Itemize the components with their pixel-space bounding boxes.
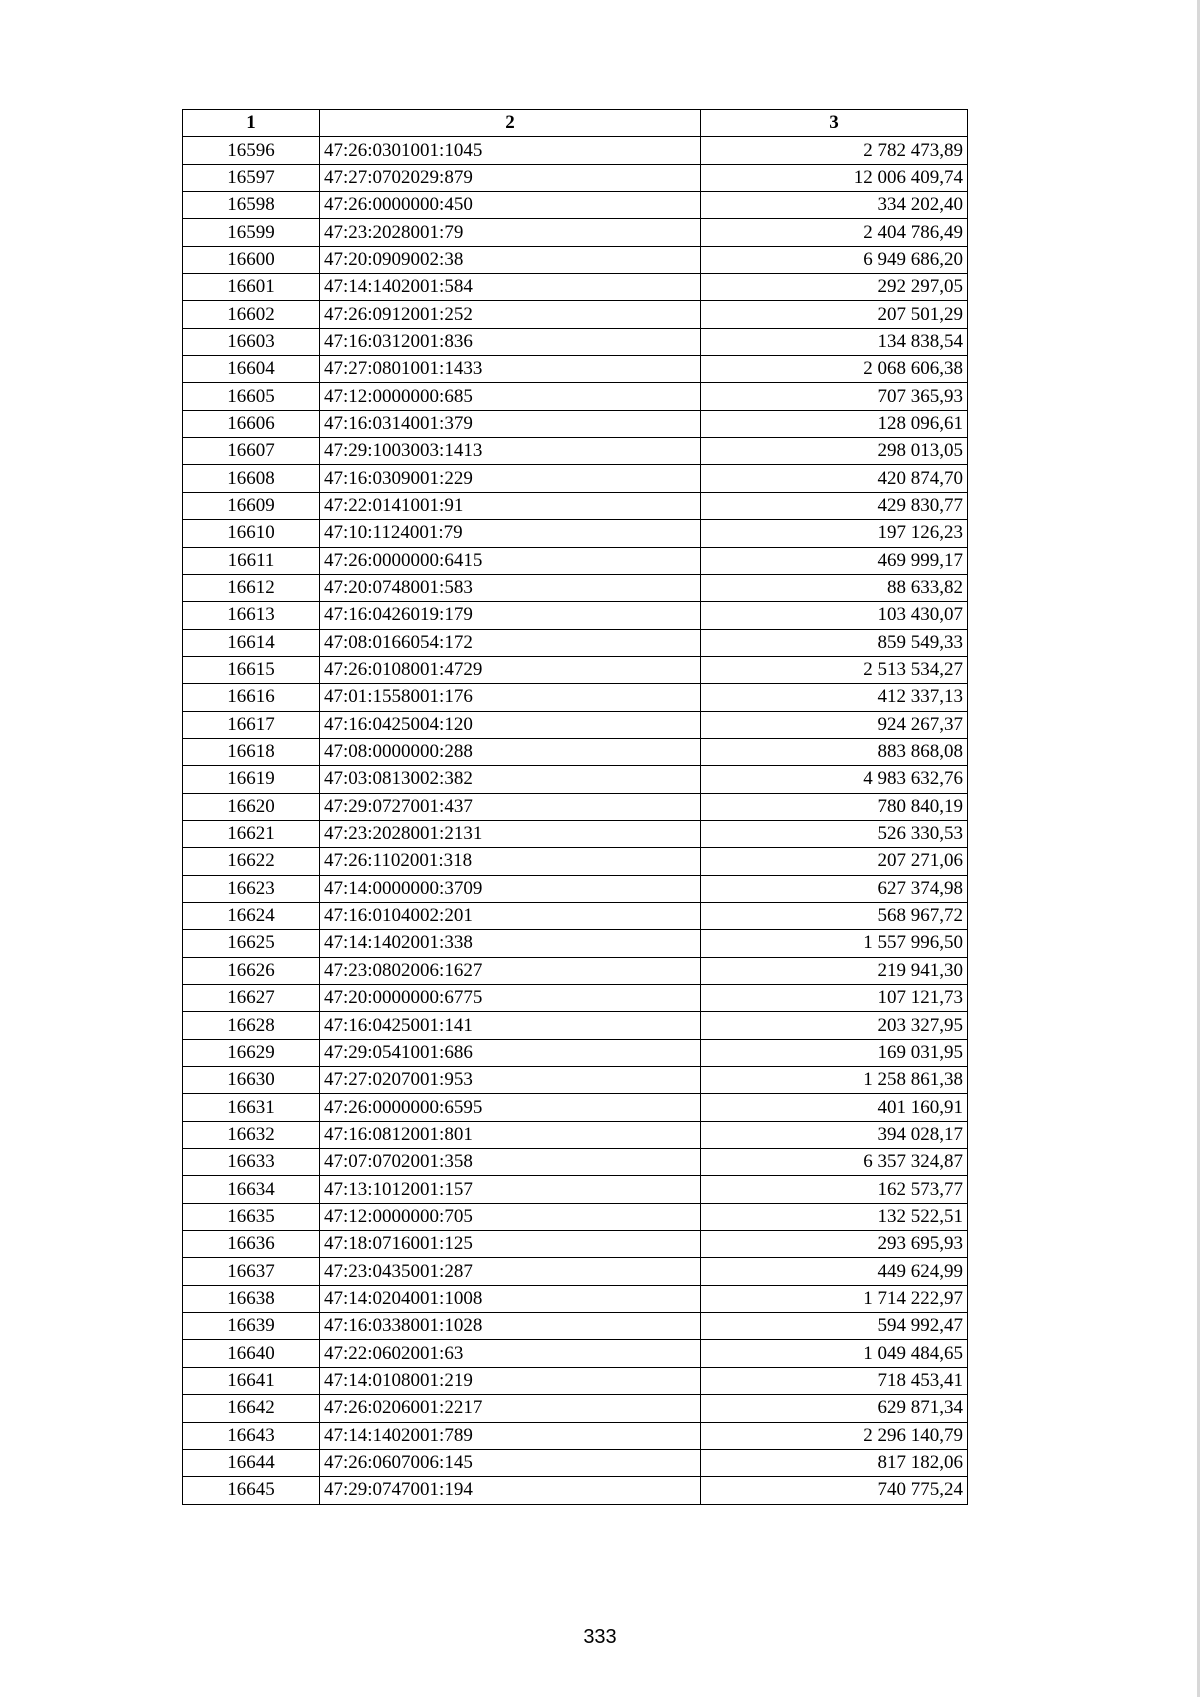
cadastral-value-cell: 132 522,51 [701, 1203, 968, 1230]
row-number-cell: 16634 [183, 1176, 320, 1203]
row-number-cell: 16641 [183, 1367, 320, 1394]
table-row [183, 1176, 968, 1203]
table-header-row [183, 110, 968, 137]
table-row [183, 1231, 968, 1258]
cadastral-number-cell: 47:16:0338001:1028 [320, 1313, 701, 1340]
table-row [183, 520, 968, 547]
cadastral-value-cell: 2 404 786,49 [701, 219, 968, 246]
cadastral-value-cell: 780 840,19 [701, 793, 968, 820]
row-number-cell: 16599 [183, 219, 320, 246]
cadastral-number-cell: 47:20:0748001:583 [320, 574, 701, 601]
cadastral-number-cell: 47:07:0702001:358 [320, 1149, 701, 1176]
row-number-cell: 16637 [183, 1258, 320, 1285]
cadastral-value-cell: 924 267,37 [701, 711, 968, 738]
cadastral-value-cell: 2 068 606,38 [701, 356, 968, 383]
cadastral-value-cell: 298 013,05 [701, 438, 968, 465]
cadastral-number-cell: 47:26:0108001:4729 [320, 656, 701, 683]
cadastral-value-cell: 334 202,40 [701, 192, 968, 219]
table-row [183, 820, 968, 847]
table-row [183, 629, 968, 656]
table-row [183, 1012, 968, 1039]
cadastral-value-cell: 627 374,98 [701, 875, 968, 902]
row-number-cell: 16603 [183, 328, 320, 355]
row-number-cell: 16645 [183, 1477, 320, 1504]
row-number-cell: 16602 [183, 301, 320, 328]
cadastral-value-cell: 420 874,70 [701, 465, 968, 492]
table-row [183, 274, 968, 301]
table-row [183, 1367, 968, 1394]
row-number-cell: 16636 [183, 1231, 320, 1258]
row-number-cell: 16633 [183, 1149, 320, 1176]
cadastral-number-cell: 47:14:0108001:219 [320, 1367, 701, 1394]
table-row [183, 766, 968, 793]
cadastral-value-cell: 107 121,73 [701, 985, 968, 1012]
row-number-cell: 16598 [183, 192, 320, 219]
table-row [183, 930, 968, 957]
cadastral-number-cell: 47:16:0312001:836 [320, 328, 701, 355]
cadastral-value-cell: 1 557 996,50 [701, 930, 968, 957]
cadastral-value-cell: 629 871,34 [701, 1395, 968, 1422]
cadastral-value-cell: 292 297,05 [701, 274, 968, 301]
table-row [183, 957, 968, 984]
table-row [183, 1449, 968, 1476]
table-row [183, 902, 968, 929]
cadastral-value-cell: 1 714 222,97 [701, 1285, 968, 1312]
row-number-cell: 16644 [183, 1449, 320, 1476]
cadastral-number-cell: 47:14:0000000:3709 [320, 875, 701, 902]
table-row [183, 1094, 968, 1121]
row-number-cell: 16635 [183, 1203, 320, 1230]
row-number-cell: 16626 [183, 957, 320, 984]
cadastral-value-cell: 2 513 534,27 [701, 656, 968, 683]
row-number-cell: 16630 [183, 1067, 320, 1094]
row-number-cell: 16628 [183, 1012, 320, 1039]
page-number: 333 [583, 1626, 617, 1648]
table-row [183, 356, 968, 383]
cadastral-value-cell: 197 126,23 [701, 520, 968, 547]
cadastral-number-cell: 47:16:0426019:179 [320, 602, 701, 629]
row-number-cell: 16605 [183, 383, 320, 410]
table-row [183, 137, 968, 164]
table-row [183, 793, 968, 820]
cadastral-value-cell: 128 096,61 [701, 410, 968, 437]
cadastral-number-cell: 47:08:0000000:288 [320, 738, 701, 765]
table-row [183, 492, 968, 519]
row-number-cell: 16600 [183, 246, 320, 273]
cadastral-number-cell: 47:14:1402001:584 [320, 274, 701, 301]
cadastral-number-cell: 47:13:1012001:157 [320, 1176, 701, 1203]
cadastral-value-cell: 203 327,95 [701, 1012, 968, 1039]
cadastral-number-cell: 47:20:0909002:38 [320, 246, 701, 273]
column-header-row-number: 1 [183, 110, 320, 137]
table-row [183, 1340, 968, 1367]
cadastral-number-cell: 47:14:0204001:1008 [320, 1285, 701, 1312]
row-number-cell: 16615 [183, 656, 320, 683]
cadastral-value-cell: 1 258 861,38 [701, 1067, 968, 1094]
row-number-cell: 16618 [183, 738, 320, 765]
row-number-cell: 16640 [183, 1340, 320, 1367]
table-body [183, 137, 968, 1504]
cadastral-number-cell: 47:20:0000000:6775 [320, 985, 701, 1012]
table-row [183, 246, 968, 273]
table-row [183, 219, 968, 246]
table-row [183, 383, 968, 410]
column-header-value: 3 [701, 110, 968, 137]
row-number-cell: 16612 [183, 574, 320, 601]
cadastral-number-cell: 47:08:0166054:172 [320, 629, 701, 656]
cadastral-number-cell: 47:14:1402001:789 [320, 1422, 701, 1449]
table-row [183, 1477, 968, 1504]
cadastral-number-cell: 47:26:0000000:6595 [320, 1094, 701, 1121]
cadastral-value-cell: 219 941,30 [701, 957, 968, 984]
row-number-cell: 16597 [183, 164, 320, 191]
cadastral-value-cell: 1 049 484,65 [701, 1340, 968, 1367]
table-row [183, 1203, 968, 1230]
table-row [183, 301, 968, 328]
row-number-cell: 16632 [183, 1121, 320, 1148]
table-row [183, 1313, 968, 1340]
row-number-cell: 16608 [183, 465, 320, 492]
cadastral-number-cell: 47:26:1102001:318 [320, 848, 701, 875]
row-number-cell: 16609 [183, 492, 320, 519]
table-row [183, 1039, 968, 1066]
cadastral-number-cell: 47:23:0802006:1627 [320, 957, 701, 984]
cadastral-number-cell: 47:03:0813002:382 [320, 766, 701, 793]
cadastral-number-cell: 47:23:2028001:79 [320, 219, 701, 246]
table-row [183, 574, 968, 601]
cadastral-number-cell: 47:27:0702029:879 [320, 164, 701, 191]
cadastral-number-cell: 47:16:0314001:379 [320, 410, 701, 437]
cadastral-number-cell: 47:16:0425001:141 [320, 1012, 701, 1039]
row-number-cell: 16627 [183, 985, 320, 1012]
cadastral-value-cell: 817 182,06 [701, 1449, 968, 1476]
cadastral-value-cell: 169 031,95 [701, 1039, 968, 1066]
table-row [183, 711, 968, 738]
cadastral-number-cell: 47:26:0607006:145 [320, 1449, 701, 1476]
table-row [183, 1422, 968, 1449]
cadastral-value-cell: 4 983 632,76 [701, 766, 968, 793]
table-row [183, 328, 968, 355]
cadastral-number-cell: 47:29:0541001:686 [320, 1039, 701, 1066]
table-row [183, 410, 968, 437]
cadastral-value-cell: 134 838,54 [701, 328, 968, 355]
cadastral-number-cell: 47:29:1003003:1413 [320, 438, 701, 465]
table-row [183, 192, 968, 219]
cadastral-value-cell: 412 337,13 [701, 684, 968, 711]
column-header-cadastral-number: 2 [320, 110, 701, 137]
cadastral-value-cell: 2 782 473,89 [701, 137, 968, 164]
cadastral-number-cell: 47:18:0716001:125 [320, 1231, 701, 1258]
table-row [183, 164, 968, 191]
cadastral-number-cell: 47:16:0104002:201 [320, 902, 701, 929]
table-row [183, 547, 968, 574]
cadastral-number-cell: 47:26:0206001:2217 [320, 1395, 701, 1422]
cadastral-value-cell: 207 501,29 [701, 301, 968, 328]
cadastral-value-cell: 718 453,41 [701, 1367, 968, 1394]
cadastral-value-cell: 6 357 324,87 [701, 1149, 968, 1176]
table-row [183, 738, 968, 765]
cadastral-value-cell: 707 365,93 [701, 383, 968, 410]
cadastral-value-cell: 859 549,33 [701, 629, 968, 656]
row-number-cell: 16596 [183, 137, 320, 164]
table-row [183, 1067, 968, 1094]
cadastral-value-cell: 162 573,77 [701, 1176, 968, 1203]
cadastral-value-cell: 568 967,72 [701, 902, 968, 929]
cadastral-value-table [182, 109, 968, 1505]
table-row [183, 1258, 968, 1285]
table-row [183, 602, 968, 629]
table-row [183, 1121, 968, 1148]
cadastral-number-cell: 47:22:0141001:91 [320, 492, 701, 519]
cadastral-value-cell: 6 949 686,20 [701, 246, 968, 273]
cadastral-value-cell: 2 296 140,79 [701, 1422, 968, 1449]
row-number-cell: 16616 [183, 684, 320, 711]
cadastral-number-cell: 47:29:0727001:437 [320, 793, 701, 820]
cadastral-number-cell: 47:26:0000000:450 [320, 192, 701, 219]
row-number-cell: 16643 [183, 1422, 320, 1449]
cadastral-number-cell: 47:29:0747001:194 [320, 1477, 701, 1504]
cadastral-value-cell: 469 999,17 [701, 547, 968, 574]
table-row [183, 465, 968, 492]
row-number-cell: 16621 [183, 820, 320, 847]
cadastral-value-cell: 103 430,07 [701, 602, 968, 629]
cadastral-number-cell: 47:26:0912001:252 [320, 301, 701, 328]
cadastral-number-cell: 47:23:0435001:287 [320, 1258, 701, 1285]
table-row [183, 684, 968, 711]
cadastral-number-cell: 47:26:0301001:1045 [320, 137, 701, 164]
row-number-cell: 16606 [183, 410, 320, 437]
cadastral-number-cell: 47:26:0000000:6415 [320, 547, 701, 574]
cadastral-value-cell: 207 271,06 [701, 848, 968, 875]
cadastral-number-cell: 47:10:1124001:79 [320, 520, 701, 547]
row-number-cell: 16619 [183, 766, 320, 793]
cadastral-value-cell: 594 992,47 [701, 1313, 968, 1340]
cadastral-number-cell: 47:22:0602001:63 [320, 1340, 701, 1367]
cadastral-number-cell: 47:16:0812001:801 [320, 1121, 701, 1148]
cadastral-value-cell: 429 830,77 [701, 492, 968, 519]
row-number-cell: 16601 [183, 274, 320, 301]
cadastral-value-cell: 12 006 409,74 [701, 164, 968, 191]
cadastral-value-cell: 449 624,99 [701, 1258, 968, 1285]
table-row [183, 985, 968, 1012]
cadastral-value-cell: 394 028,17 [701, 1121, 968, 1148]
table-row [183, 656, 968, 683]
row-number-cell: 16638 [183, 1285, 320, 1312]
cadastral-value-cell: 88 633,82 [701, 574, 968, 601]
row-number-cell: 16613 [183, 602, 320, 629]
row-number-cell: 16631 [183, 1094, 320, 1121]
table-row [183, 438, 968, 465]
cadastral-number-cell: 47:27:0207001:953 [320, 1067, 701, 1094]
row-number-cell: 16617 [183, 711, 320, 738]
cadastral-number-cell: 47:12:0000000:685 [320, 383, 701, 410]
cadastral-number-cell: 47:27:0801001:1433 [320, 356, 701, 383]
row-number-cell: 16607 [183, 438, 320, 465]
row-number-cell: 16622 [183, 848, 320, 875]
cadastral-value-cell: 740 775,24 [701, 1477, 968, 1504]
table-row [183, 1149, 968, 1176]
cadastral-number-cell: 47:16:0309001:229 [320, 465, 701, 492]
row-number-cell: 16610 [183, 520, 320, 547]
row-number-cell: 16629 [183, 1039, 320, 1066]
cadastral-number-cell: 47:12:0000000:705 [320, 1203, 701, 1230]
row-number-cell: 16623 [183, 875, 320, 902]
table-row [183, 848, 968, 875]
row-number-cell: 16639 [183, 1313, 320, 1340]
cadastral-number-cell: 47:23:2028001:2131 [320, 820, 701, 847]
row-number-cell: 16620 [183, 793, 320, 820]
table-row [183, 1285, 968, 1312]
row-number-cell: 16614 [183, 629, 320, 656]
cadastral-number-cell: 47:14:1402001:338 [320, 930, 701, 957]
row-number-cell: 16611 [183, 547, 320, 574]
row-number-cell: 16624 [183, 902, 320, 929]
cadastral-value-cell: 293 695,93 [701, 1231, 968, 1258]
cadastral-value-cell: 883 868,08 [701, 738, 968, 765]
table-row [183, 1395, 968, 1422]
cadastral-value-cell: 401 160,91 [701, 1094, 968, 1121]
row-number-cell: 16642 [183, 1395, 320, 1422]
table-row [183, 875, 968, 902]
row-number-cell: 16625 [183, 930, 320, 957]
cadastral-number-cell: 47:16:0425004:120 [320, 711, 701, 738]
cadastral-number-cell: 47:01:1558001:176 [320, 684, 701, 711]
row-number-cell: 16604 [183, 356, 320, 383]
cadastral-value-cell: 526 330,53 [701, 820, 968, 847]
